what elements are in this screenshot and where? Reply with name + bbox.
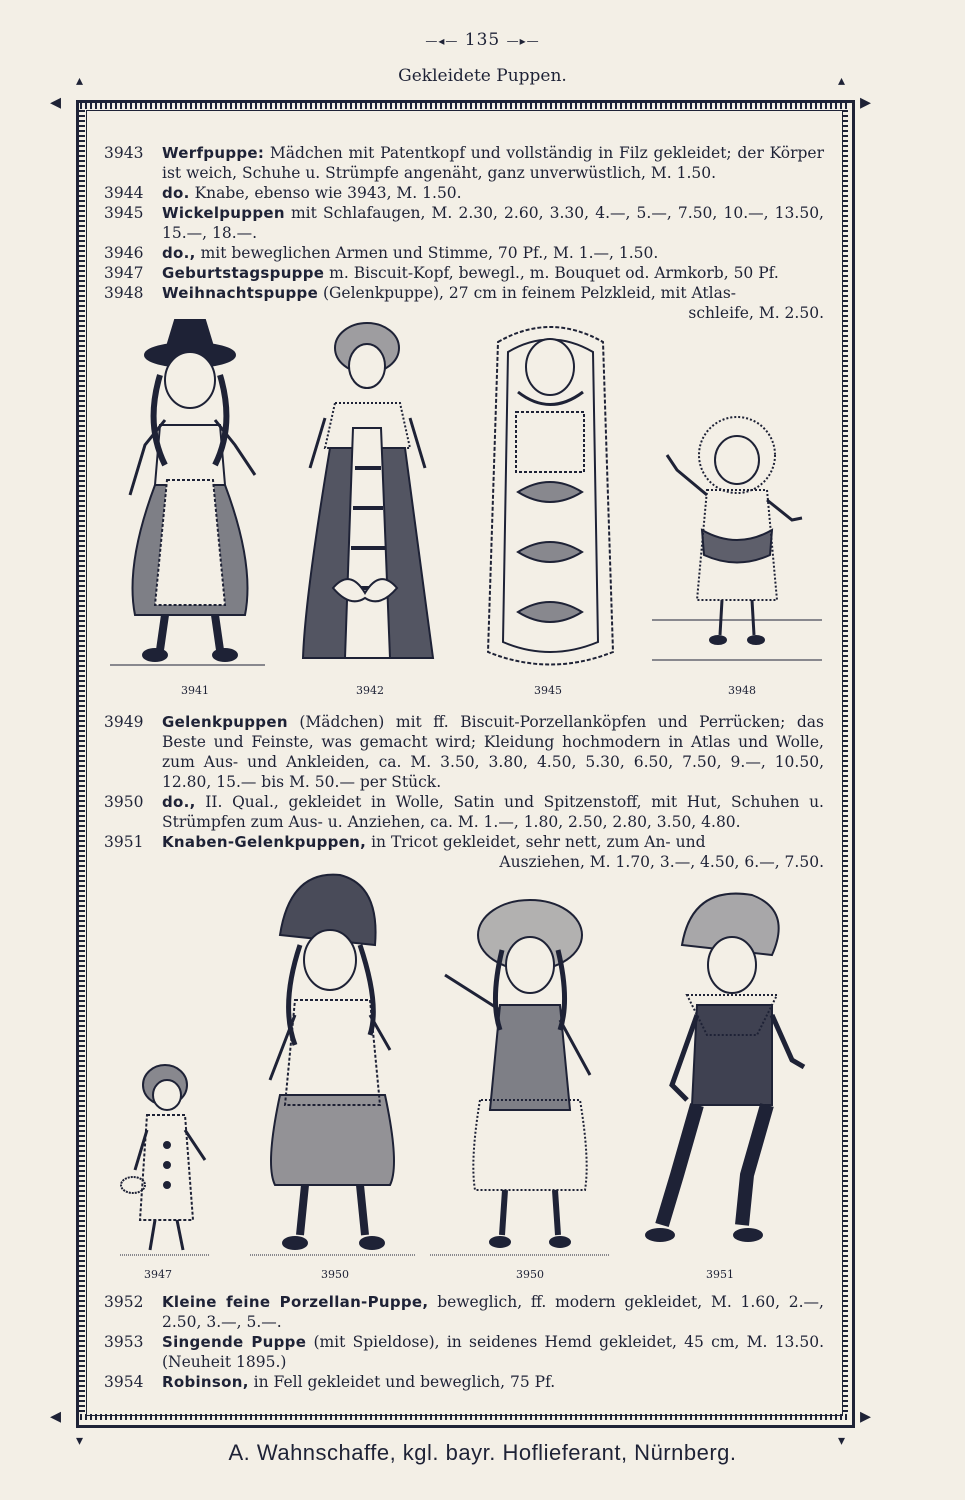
arrow-left-bottom-icon: ◂	[50, 1404, 62, 1429]
doll-3951-illustration	[632, 885, 812, 1265]
entry-name: Geburtstagspuppe	[162, 264, 325, 282]
arrow-down-right-icon: ▾	[838, 1433, 846, 1449]
entry-3945	[104, 203, 824, 243]
entry-number: 3954	[104, 1373, 144, 1391]
caption-3950-b: 3950	[516, 1268, 544, 1281]
entry-text-continued: Ausziehen, M. 1.70, 3.—, 4.50, 6.—, 7.50.	[499, 853, 824, 871]
entry-text: II. Qual., gekleidet in Wolle, Satin und Spitzenstoff, mit Hut, Schuhen u. Strümpfen zum Aus- u. Anziehen, ca. M. 1.—, 1.80, 2.50, 2.80, 3.50, 4.80.	[162, 793, 824, 831]
arrow-right-top-icon: ▸	[860, 90, 872, 115]
entry-number: 3952	[104, 1293, 144, 1311]
entry-name: Kleine feine Porzellan-Puppe,	[162, 1293, 429, 1311]
frame-band-left	[79, 110, 85, 1414]
entries-bottom	[104, 1292, 824, 1392]
entries-top	[104, 143, 824, 323]
entry-3946	[104, 243, 824, 263]
entry-text: (mit Spieldose), in seidenes Hemd gekleidet, 45 cm, M. 13.50. (Neuheit 1895.)	[162, 1333, 824, 1371]
entry-number: 3946	[104, 244, 144, 262]
doll-3945-illustration	[478, 322, 623, 677]
page-number	[0, 30, 965, 50]
page-number-text: 135	[464, 30, 501, 50]
arrow-down-left-icon: ▾	[76, 1433, 84, 1449]
entry-3952	[104, 1292, 824, 1332]
doll-3942-illustration	[295, 318, 440, 678]
entry-3953	[104, 1332, 824, 1372]
entry-name: Weihnachtspuppe	[162, 284, 319, 302]
entry-name: Gelenkpuppen	[162, 713, 288, 731]
entry-number: 3953	[104, 1333, 144, 1351]
ornament-right: —▸—	[506, 34, 540, 48]
entry-number: 3947	[104, 264, 144, 282]
entry-text: mit Schlafaugen, M. 2.30, 2.60, 3.30, 4.—, 5.—, 7.50, 10.—, 13.50, 15.—, 18.—.	[162, 204, 824, 242]
entry-text: mit beweglichen Armen und Stimme, 70 Pf., M. 1.—, 1.50.	[200, 244, 659, 262]
entry-number: 3951	[104, 833, 144, 851]
entry-3947	[104, 263, 824, 283]
caption-3945: 3945	[534, 684, 562, 697]
caption-3942: 3942	[356, 684, 384, 697]
entry-name: Werfpuppe:	[162, 144, 265, 162]
entry-text: beweglich, ff. modern gekleidet, M. 1.60, 2.—, 2.50, 3.—, 5.—.	[162, 1293, 824, 1331]
entry-number: 3944	[104, 184, 144, 202]
entry-name: do.,	[162, 793, 196, 811]
entry-name: Singende Puppe	[162, 1333, 307, 1351]
doll-3947-illustration	[115, 1060, 215, 1265]
entry-name: Knaben-Gelenkpuppen,	[162, 833, 367, 851]
doll-3950-b-illustration	[430, 890, 610, 1265]
ornament-left: —◂—	[425, 34, 459, 48]
entry-text-continued: schleife, M. 2.50.	[688, 304, 824, 322]
doll-3941-illustration	[105, 315, 270, 675]
entry-3954	[104, 1372, 824, 1392]
entry-3944	[104, 183, 824, 203]
caption-3947: 3947	[144, 1268, 172, 1281]
entry-text: (Gelenkpuppe), 27 cm in feinem Pelzkleid, mit Atlas-	[322, 284, 737, 302]
entry-number: 3945	[104, 204, 144, 222]
entry-3951	[104, 832, 824, 872]
entry-name: do.	[162, 184, 190, 202]
entry-text: (Mädchen) mit ff. Biscuit-Porzellanköpfen und Perrücken; das Beste und Feinste, was gemacht wird; Kleidung hochmodern in Atlas und Wolle, zum Aus- und Ankleiden, ca. M. 3.50, 3.80, 4.50, 5.30, 6.50, 7.50, 9.—, 10.50, 12.80, 15.— bis M. 50.— per Stück.	[162, 713, 825, 791]
frame-band-top	[80, 103, 847, 109]
arrow-up-right-icon: ▴	[838, 73, 846, 89]
entry-name: Wickelpuppen	[162, 204, 285, 222]
entry-name: Robinson,	[162, 1373, 249, 1391]
entry-text: Mädchen mit Patentkopf und vollständig in Filz gekleidet; der Körper ist weich, Schuhe u. Strümpfe angenäht, ganz unverwüstlich, M. 1.50.	[162, 144, 824, 182]
entry-number: 3950	[104, 793, 144, 811]
frame-band-right	[842, 110, 848, 1414]
caption-3941: 3941	[181, 684, 209, 697]
publisher-footer: A. Wahnschaffe, kgl. bayr. Hoflieferant, Nürnberg.	[228, 1440, 737, 1465]
doll-3950-a-illustration	[250, 865, 415, 1265]
frame-band-bottom	[80, 1414, 847, 1420]
section-title: Gekleidete Puppen.	[398, 66, 567, 86]
doll-3948-illustration	[652, 410, 827, 670]
caption-3951: 3951	[706, 1268, 734, 1281]
arrow-right-bottom-icon: ▸	[860, 1404, 872, 1429]
entry-number: 3948	[104, 284, 144, 302]
entry-3949	[104, 712, 824, 792]
entry-text: in Fell gekleidet und beweglich, 75 Pf.	[253, 1373, 556, 1391]
entry-text: m. Biscuit-Kopf, bewegl., m. Bouquet od. Armkorb, 50 Pf.	[329, 264, 779, 282]
arrow-up-left-icon: ▴	[76, 73, 84, 89]
entry-text: in Tricot gekleidet, sehr nett, zum An- und	[371, 833, 706, 851]
entry-3950	[104, 792, 824, 832]
entry-number: 3949	[104, 713, 144, 731]
entry-text: Knabe, ebenso wie 3943, M. 1.50.	[194, 184, 462, 202]
caption-3948: 3948	[728, 684, 756, 697]
arrow-left-top-icon: ◂	[50, 90, 62, 115]
entry-name: do.,	[162, 244, 196, 262]
entries-middle	[104, 712, 824, 872]
entry-number: 3943	[104, 144, 144, 162]
caption-3950-a: 3950	[321, 1268, 349, 1281]
entry-3943	[104, 143, 824, 183]
